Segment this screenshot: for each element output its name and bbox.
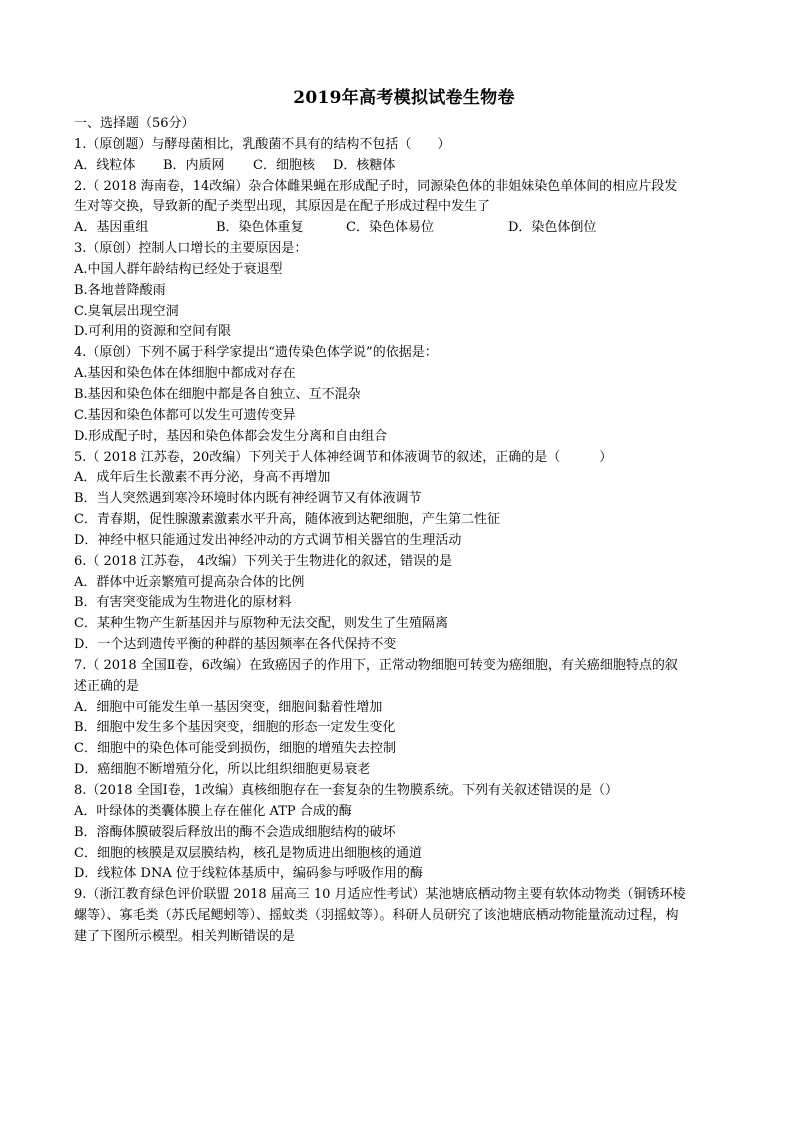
- question-3-option-a: A.中国人群年龄结构已经处于衰退型: [74, 261, 283, 277]
- question-8-option-a: A．叶绿体的类囊体膜上存在催化 ATP 合成的酶: [74, 803, 352, 819]
- question-2-option-a: A．基因重组: [74, 220, 149, 236]
- question-2-stem-line-1: 2.（ 2018 海南卷，14改编）杂合体雌果蝇在形成配子时，同源染色体的非姐妹染色单体间的相应片段发: [74, 178, 678, 194]
- question-2-option-d: D．染色体倒位: [508, 220, 597, 236]
- question-4-stem: 4.（原创）下列不属于科学家提出“遗传染色体学说”的依据是：: [74, 345, 438, 361]
- question-4-option-a: A.基因和染色体在体细胞中都成对存在: [74, 366, 296, 382]
- question-4-option-c: C.基因和染色体都可以发生可遗传变异: [74, 407, 296, 423]
- question-6-option-a: A．群体中近亲繁殖可提高杂合体的比例: [74, 574, 305, 590]
- question-3-option-b: B.各地普降酸雨: [74, 282, 166, 298]
- question-1-options: [74, 156, 734, 177]
- question-7-stem-line-2: 述正确的是: [74, 678, 140, 694]
- question-5-option-c: C．青春期，促性腺激素激素水平升高，随体液到达靶细胞，产生第二性征: [74, 512, 500, 528]
- question-5-option-d: D．神经中枢只能通过发出神经冲动的方式调节相关器官的生理活动: [74, 532, 462, 548]
- question-5-option-b: B．当人突然遇到寒冷环境时体内既有神经调节又有体液调节: [74, 491, 422, 507]
- section-heading: 一、选择题（56分）: [74, 116, 195, 131]
- question-8-stem: 8.（2018 全国Ⅰ卷，1改编）真核细胞存在一套复杂的生物膜系统。下列有关叙述错误的是（）: [74, 783, 619, 798]
- question-8-option-c: C．细胞的核膜是双层膜结构，核孔是物质进出细胞核的通道: [74, 845, 422, 861]
- question-6-stem: 6.（ 2018 江苏卷， 4改编）下列关于生物进化的叙述，错误的是: [74, 553, 453, 569]
- question-9-stem-line-3: 建了下图所示模型。相关判断错误的是: [74, 928, 296, 944]
- question-1-stem: 1.（原创题）与酵母菌相比，乳酸菌不具有的结构不包括（ ）: [74, 136, 451, 152]
- question-9-stem-line-2: 螺等）、寡毛类（苏氏尾鳃蚓等）、摇蚊类（羽摇蚊等）。科研人员研究了该池塘底栖动物能量流动过程，构: [74, 908, 679, 924]
- question-2-stem-line-2: 生对等交换，导致新的配子类型出现，其原因是在配子形成过程中发生了: [74, 199, 491, 215]
- question-8-option-b: B．溶酶体膜破裂后释放出的酶不会造成细胞结构的破坏: [74, 824, 396, 840]
- question-9-stem-line-1: 9.（浙江教育绿色评价联盟 2018 届高三 10 月适应性考试）某池塘底栖动物主要有软体动物类（铜锈环棱: [74, 887, 686, 903]
- question-7-option-d: D．癌细胞不断增殖分化，所以比组织细胞更易衰老: [74, 762, 371, 778]
- question-3-option-c: C.臭氧层出现空洞: [74, 303, 179, 319]
- question-6-option-d: D．一个达到遗传平衡的种群的基因频率在各代保持不变: [74, 637, 397, 653]
- question-2-option-b: B．染色体重复: [216, 220, 304, 236]
- question-1-option-a: A．线粒体: [74, 157, 136, 173]
- question-7-stem-line-1: 7.（ 2018 全国Ⅱ卷，6改编）在致癌因子的作用下，正常动物细胞可转变为癌细胞，有关癌细胞特点的叙: [74, 657, 678, 673]
- question-7-option-b: B．细胞中发生多个基因突变，细胞的形态一定发生变化: [74, 720, 396, 736]
- question-5-option-a: A．成年后生长激素不再分泌，身高不再增加: [74, 470, 331, 486]
- question-6-option-c: C．某种生物产生新基因并与原物种无法交配，则发生了生殖隔离: [74, 616, 448, 632]
- question-1-option-c: C．细胞核: [253, 157, 315, 173]
- question-2-option-c: C．染色体易位: [346, 220, 434, 236]
- question-3-option-d: D.可利用的资源和空间有限: [74, 324, 232, 340]
- question-1-option-b: B．内质网: [163, 157, 225, 173]
- question-8-option-d: D．线粒体 DNA 位于线粒体基质中，编码参与呼吸作用的酶: [74, 866, 423, 882]
- question-5-stem: 5.（ 2018 江苏卷，20改编）下列关于人体神经调节和体液调节的叙述，正确的是（ ）: [74, 449, 613, 465]
- question-4-option-b: B.基因和染色体在细胞中都是各自独立、互不混杂: [74, 386, 361, 402]
- question-2-options: [74, 218, 734, 239]
- page-title: 2019年高考模拟试卷生物卷: [293, 88, 515, 108]
- question-4-option-d: D.形成配子时，基因和染色体都会发生分离和自由组合: [74, 428, 388, 444]
- question-7-option-a: A．细胞中可能发生单一基因突变，细胞间黏着性增加: [74, 699, 383, 715]
- question-6-option-b: B．有害突变能成为生物进化的原材料: [74, 595, 292, 611]
- question-3-stem: 3.（原创）控制人口增长的主要原因是：: [74, 241, 308, 257]
- question-1-option-d: D．核糖体: [333, 157, 396, 173]
- exam-page: [74, 88, 734, 948]
- question-7-option-c: C．细胞中的染色体可能受到损伤，细胞的增殖失去控制: [74, 741, 396, 757]
